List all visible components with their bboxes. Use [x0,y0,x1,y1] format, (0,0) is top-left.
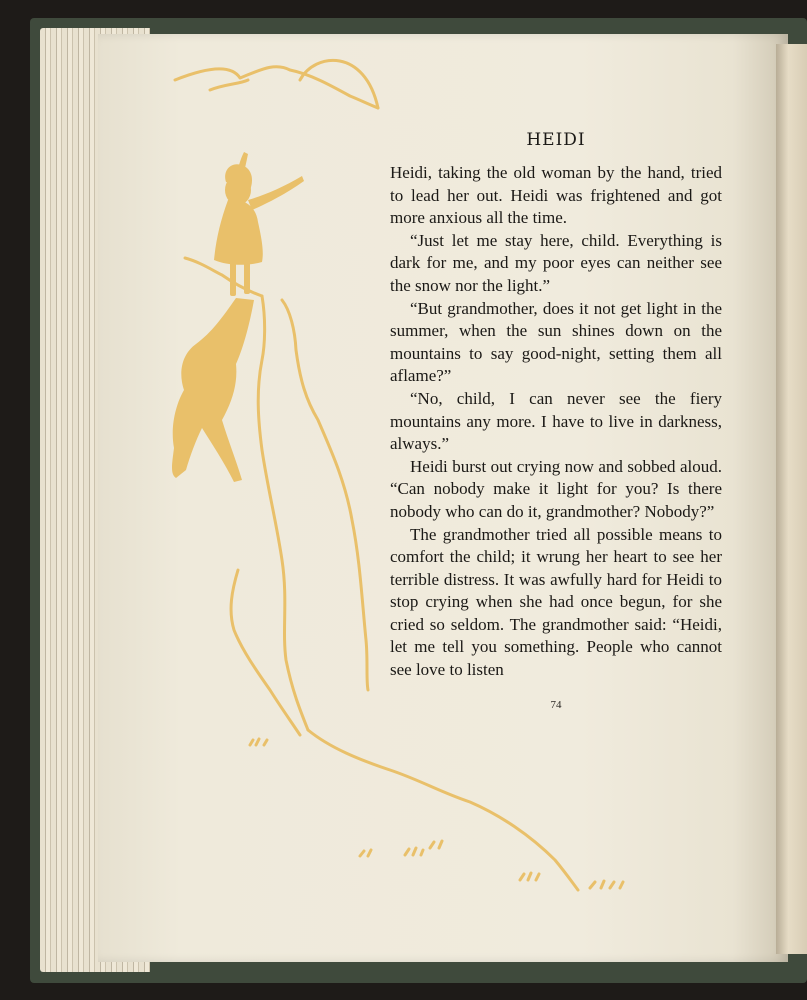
chapter-text [390,162,722,682]
paragraph: The grandmother tried all possible means to comfort the child; it wrung her heart to see her terrible distress. It was awfully hard for Heidi to stop crying when she had once begun, for she cried so seldom. The grandmother said: “Heidi, let me tell you something. People who cannot see love to listen [390,524,722,680]
paragraph: Heidi burst out crying now and sobbed aloud. “Can nobody make it light for you? Is there nobody who can do it, grandmother? Nobody?” [390,456,722,521]
paragraph: Heidi, taking the old woman by the hand, tried to lead her out. Heidi was frightened and got more anxious all the time. [390,163,722,228]
paragraph: “No, child, I can never see the fiery mountains any more. I have to live in darkness, always.” [390,388,722,454]
paragraph: “Just let me stay here, child. Everything is dark for me, and my poor eyes can neither see the snow nor the light.” [390,230,722,295]
running-head: HEIDI [526,130,586,150]
paragraph: “But grandmother, does it not get light in the summer, when the sun shines down on the mountains to say good-night, setting them all aflame?” [390,298,722,386]
next-page-edge [776,44,807,954]
page-number: 74 [550,699,562,711]
